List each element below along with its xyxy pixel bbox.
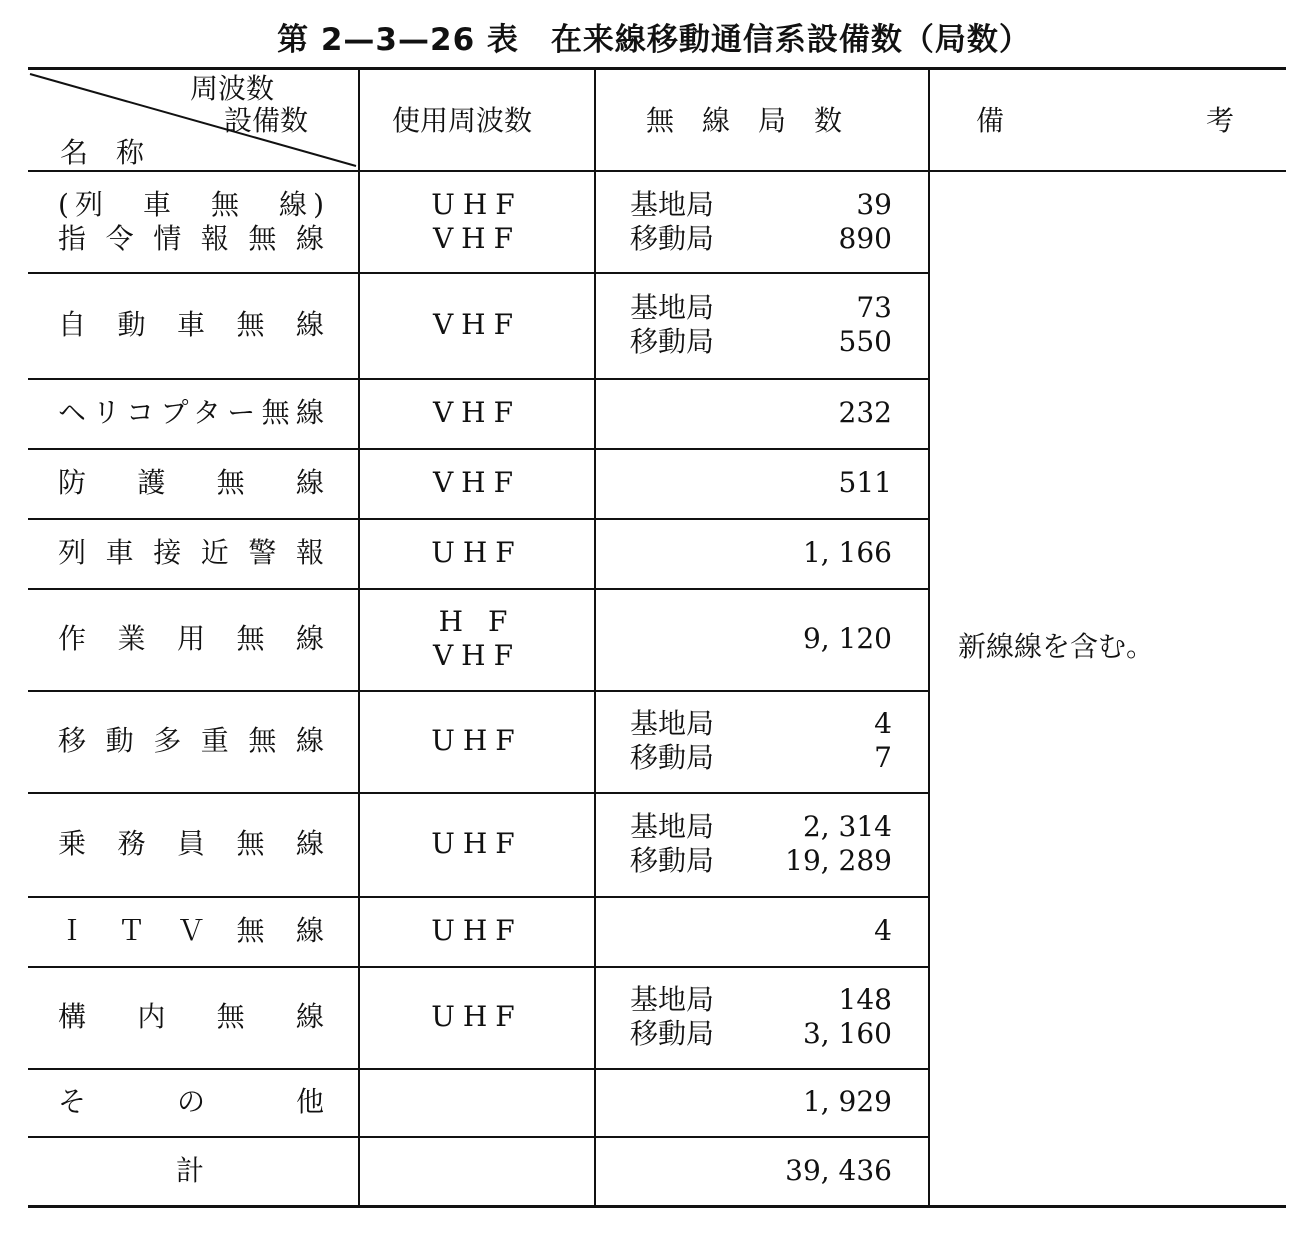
station-count: 39 <box>856 188 892 221</box>
station-count: 4 <box>874 707 892 740</box>
station-kind: 基地局 <box>630 810 715 843</box>
row-name: ヘリコプター無線 <box>58 396 324 429</box>
station-kind: 移動局 <box>630 222 715 255</box>
station-count: 1, 166 <box>802 536 892 569</box>
row-separator <box>28 1068 928 1070</box>
row-name: 乗務員無線 <box>58 827 324 860</box>
header-corner-top: 周波数 <box>190 72 275 105</box>
row-separator <box>28 518 928 520</box>
station-kind: 移動局 <box>630 844 715 877</box>
row-separator <box>28 966 928 968</box>
row-separator <box>28 896 928 898</box>
row-separator <box>28 690 928 692</box>
header-rule <box>28 170 1286 172</box>
row-frequency: VHF <box>432 396 522 429</box>
row-name: ＩＴＶ無線 <box>58 914 324 947</box>
header-frequency: 使用周波数 <box>392 104 533 137</box>
bottom-rule <box>28 1205 1286 1208</box>
station-count: 550 <box>838 325 892 358</box>
station-count: 148 <box>838 983 892 1016</box>
row-name: 指令情報無線 <box>58 222 324 255</box>
remark-text: 新線線を含む。 <box>958 630 1155 663</box>
station-kind: 移動局 <box>630 741 715 774</box>
row-separator <box>28 1136 928 1138</box>
row-frequency: UHF <box>431 914 523 947</box>
row-name: 自動車無線 <box>58 308 324 341</box>
station-count: 7 <box>874 741 892 774</box>
row-name: 列車接近警報 <box>58 536 324 569</box>
station-kind: 基地局 <box>630 291 715 324</box>
row-frequency: VHF <box>432 466 522 499</box>
station-count: 19, 289 <box>785 844 892 877</box>
table-title: 第 2—3—26 表 在来線移動通信系設備数（局数） <box>277 22 1031 58</box>
column-separator <box>594 68 596 1206</box>
header-station-count: 無 線 局 数 <box>646 104 843 137</box>
row-frequency: UHF <box>431 724 523 757</box>
row-name: 防護無線 <box>58 466 324 499</box>
row-name: 移動多重無線 <box>58 724 324 757</box>
station-count: 511 <box>838 466 892 499</box>
row-frequency: UHF <box>431 827 523 860</box>
station-count: 890 <box>838 222 892 255</box>
station-kind: 移動局 <box>630 325 715 358</box>
column-separator <box>928 68 930 1206</box>
station-count: 73 <box>856 291 892 324</box>
row-frequency: UHF <box>431 1000 523 1033</box>
station-count: 2, 314 <box>802 810 892 843</box>
total-count: 39, 436 <box>785 1154 892 1187</box>
station-count: 4 <box>874 914 892 947</box>
header-remarks-right: 考 <box>1206 104 1235 137</box>
row-frequency: UHF <box>431 188 523 221</box>
row-frequency: VHF <box>432 639 522 672</box>
station-kind: 基地局 <box>630 188 715 221</box>
row-frequency: H F <box>438 605 516 638</box>
header-corner-mid: 設備数 <box>224 104 309 137</box>
station-count: 1, 929 <box>802 1085 892 1118</box>
row-frequency: VHF <box>432 222 522 255</box>
station-kind: 基地局 <box>630 707 715 740</box>
row-name: その他 <box>58 1085 324 1118</box>
row-separator <box>28 378 928 380</box>
row-frequency: VHF <box>432 308 522 341</box>
header-corner-bottom: 名 称 <box>60 136 145 169</box>
station-count: 9, 120 <box>802 622 892 655</box>
station-count: 3, 160 <box>802 1017 892 1050</box>
row-separator <box>28 448 928 450</box>
row-name: 構内無線 <box>58 1000 324 1033</box>
row-separator <box>28 272 928 274</box>
station-kind: 基地局 <box>630 983 715 1016</box>
station-count: 232 <box>838 396 892 429</box>
row-frequency: UHF <box>431 536 523 569</box>
total-label: 計 <box>176 1154 205 1187</box>
station-kind: 移動局 <box>630 1017 715 1050</box>
row-name: (列 車 無 線) <box>58 188 324 221</box>
top-rule <box>28 67 1286 70</box>
header-remarks-left: 備 <box>976 104 1005 137</box>
row-separator <box>28 588 928 590</box>
row-separator <box>28 792 928 794</box>
row-name: 作業用無線 <box>58 622 324 655</box>
